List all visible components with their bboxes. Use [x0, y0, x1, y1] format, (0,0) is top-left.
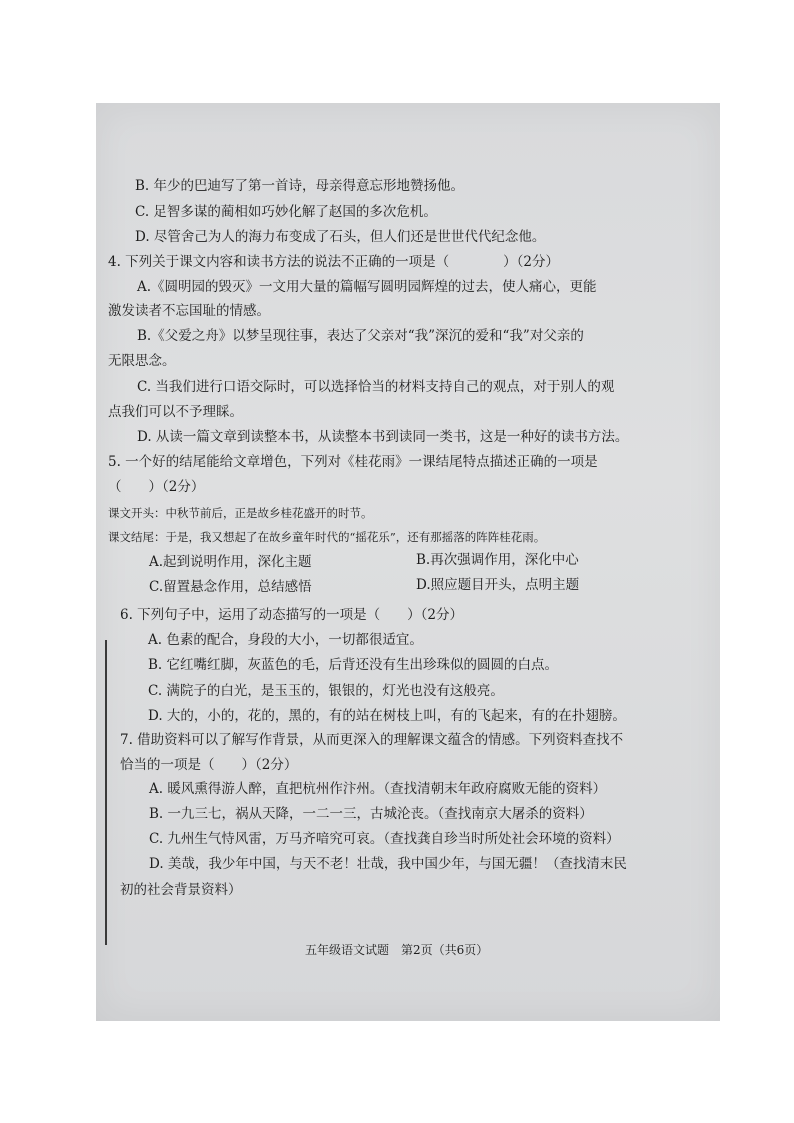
text-ending: 课文结尾：于是，我又想起了在故乡童年时代的“摇花乐”，还有那摇落的阵阵桂花雨。: [108, 530, 546, 544]
option-line: B.《父爱之舟》以梦呈现往事，表达了父亲对“我”深沉的爱和“我”对父亲的: [137, 328, 584, 344]
option-line: D. 尽管舍己为人的海力布变成了石头，但人们还是世世代代纪念他。: [135, 229, 546, 245]
option-line: B. 一九三七，祸从天降，一二一三，古城沦丧。（查找南京大屠杀的资料）: [149, 806, 593, 822]
question-5-blank: （ ）（2分）: [108, 479, 205, 495]
option-line: 初的社会背景资料）: [120, 882, 242, 898]
option-line: A.《圆明园的毁灭》一文用大量的篇幅写圆明园辉煌的过去，使人痛心，更能: [137, 279, 597, 295]
option-line: 激发读者不忘国耻的情感。: [108, 303, 270, 319]
option-line: D. 大的，小的，花的，黑的，有的站在树枝上叫，有的飞起来，有的在扑翅膀。: [148, 708, 626, 724]
option-d: D.照应题目开头，点明主题: [416, 577, 580, 593]
option-line: 无限思念。: [108, 353, 176, 369]
question-4: 4. 下列关于课文内容和读书方法的说法不正确的一项是（ ）（2分）: [108, 254, 560, 270]
question-5: 5. 一个好的结尾能给文章增色，下列对《桂花雨》一课结尾特点描述正确的一项是: [108, 454, 598, 470]
option-line: D. 美哉，我少年中国，与天不老！壮哉，我中国少年，与国无疆！（查找清末民: [149, 856, 627, 872]
option-line: B. 它红嘴红脚，灰蓝色的毛，后背还没有生出珍珠似的圆圆的白点。: [148, 657, 559, 673]
option-a: A.起到说明作用，深化主题: [149, 554, 312, 570]
option-line: 恰当的一项是（ ）（2分）: [120, 757, 298, 773]
option-line: 点我们可以不予理睬。: [108, 404, 243, 420]
text-opening: 课文开头：中秋节前后，正是故乡桂花盛开的时节。: [108, 506, 373, 520]
option-line: B. 年少的巴迪写了第一首诗，母亲得意忘形地赞扬他。: [135, 178, 465, 194]
margin-line: [105, 640, 107, 945]
option-line: C. 九州生气恃风雷，万马齐喑究可哀。（查找龚自珍当时所处社会环境的资料）: [149, 831, 620, 847]
option-line: A. 色素的配合，身段的大小，一切都很适宜。: [148, 632, 423, 648]
option-c: C.留置悬念作用，总结感悟: [149, 579, 312, 595]
page-footer: 五年级语文试题 第2页（共6页）: [305, 943, 489, 957]
option-b: B.再次强调作用，深化中心: [416, 552, 579, 568]
question-7: 7. 借助资料可以了解写作背景，从而更深入的理解课文蕴含的情感。下列资料查找不: [120, 732, 624, 748]
option-line: D. 从读一篇文章到读整本书，从读整本书到读同一类书，这是一种好的读书方法。: [137, 429, 629, 445]
option-line: C. 足智多谋的蔺相如巧妙化解了赵国的多次危机。: [135, 204, 437, 220]
question-6: 6. 下列句子中，运用了动态描写的一项是（ ）（2分）: [120, 607, 464, 623]
option-line: C. 满院子的白光，是玉玉的，银银的，灯光也没有这般亮。: [148, 683, 504, 699]
option-line: C. 当我们进行口语交际时，可以选择恰当的材料支持自己的观点，对于别人的观: [137, 379, 615, 395]
option-line: A. 暖风熏得游人醉，直把杭州作汴州。（查找清朝末年政府腐败无能的资料）: [149, 781, 607, 797]
